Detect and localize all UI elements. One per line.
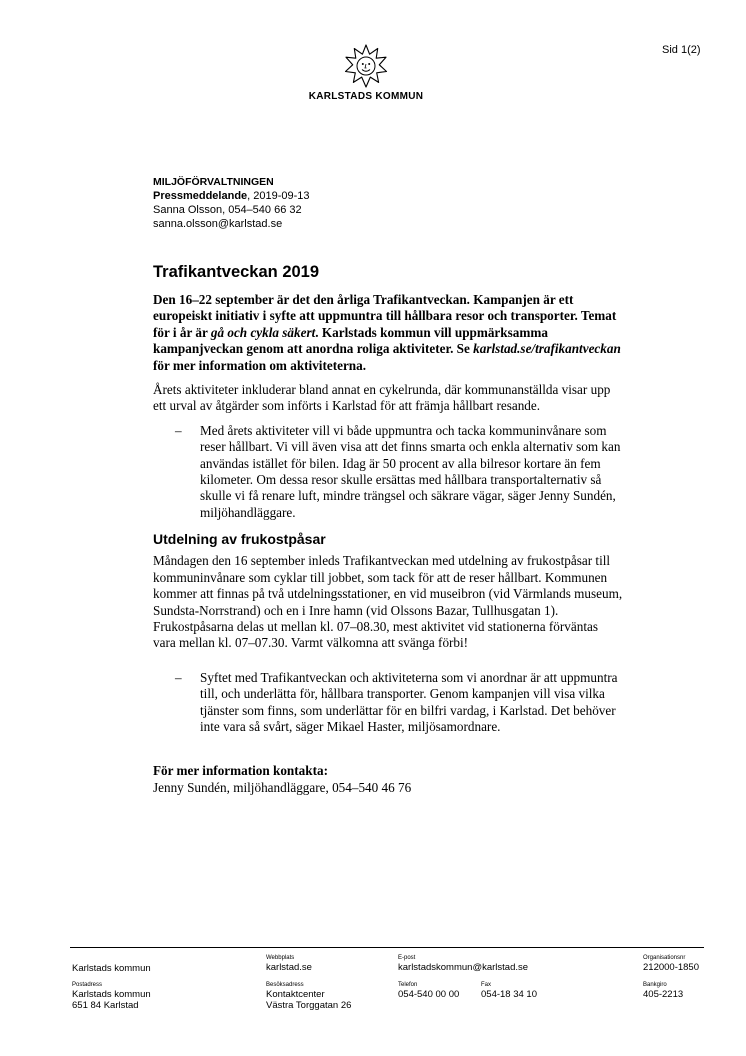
doc-type: Pressmeddelande [153,190,248,202]
footer-postal-line1: Karlstads kommun [72,989,151,1000]
contact-info: Jenny Sundén, miljöhandläggare, 054–540 46 76 [153,779,412,795]
footer-org-name: Karlstads kommun [72,963,151,974]
footer-phone-label: Telefon [398,982,418,988]
footer-bankgiro: 405-2213 [643,989,684,1000]
contact-heading: För mer information kontakta: [153,763,328,779]
quote-dash: – [175,422,182,438]
release-date: , 2019-09-13 [247,190,310,202]
page-number: Sid 1(2) [662,44,701,56]
quote-mikael: – Syftet med Trafikantveckan och aktiviteterna som vi anordnar är att uppmuntra till, och underlätta för, hållbara transporter. Genom kampanjen vill visa vilka tjänster som finns, som underlättar för en bilfri vardag, i Karlstad. Det behöver inte vara så svårt, säger Mikael Haster, miljösamordnare. [175,669,618,734]
quote-dash: – [175,669,182,685]
paragraph-breakfast: Måndagen den 16 september inleds Trafikantveckan med utdelning av frukostpåsar till kommuninvånare som cyklar till jobbet, som tack för att de reser hållbart. Kommunen kommer att finnas på två utdelningsstationer, en vid museibron (vid Värmlands museum, Sundsta-Norrstrand) och en i Inre hamn (vid Olssons Bazar, Tullhusgatan 1). Frukostpåsarna delas ut mellan kl. 07–08.30, mest aktivitet vid stationerna förväntas vara mellan kl. 07–07.30. Varmt välkomna att svänga förbi! [153,553,623,651]
contact-email: sanna.olsson@karlstad.se [153,218,283,230]
municipality-logo [300,44,432,102]
article [153,263,623,796]
article-title: Trafikantveckan 2019 [153,263,320,281]
footer-divider [70,947,704,948]
footer-org-number-label: Organisationsnr [643,955,686,961]
footer-visit-label: Besöksadress [266,982,304,988]
footer-website[interactable]: karlstad.se [266,962,312,973]
footer-fax-label: Fax [481,982,492,988]
footer-email-label: E-post [398,955,416,961]
theme-text: gå och cykla säkert [210,324,316,340]
sender-block [153,175,310,231]
contact-line: Sanna Olsson, 054–540 66 32 [153,204,302,216]
lead-paragraph: Den 16–22 september är det den årliga Trafikantveckan. Kampanjen är ett europeiskt initiativ i syfte att uppmuntra till hållbara resor och transporter. Temat för i år är gå och cykla säkert. Karlstads kommun vill uppmärksamma kampanjveckan genom att anordna roliga aktiviteter. Se karlstad.se/trafikantveckan för mer information om aktiviteterna. [153,292,621,373]
department-name: MILJÖFÖRVALTNINGEN [153,176,274,188]
footer-email[interactable]: karlstadskommun@karlstad.se [398,962,529,973]
campaign-link[interactable]: karlstad.se/trafikantveckan [473,341,621,357]
sun-icon [344,44,388,88]
footer-website-label: Webbplats [266,955,295,961]
footer-fax: 054-18 34 10 [481,989,537,1000]
footer-postal-label: Postadress [72,982,103,988]
footer-phone: 054-540 00 00 [398,989,460,1000]
footer-org-number: 212000-1850 [643,962,699,973]
footer-bankgiro-label: Bankgiro [643,982,667,988]
logo-org-name: KARLSTADS KOMMUN [308,91,424,102]
footer-visit-line2: Västra Torggatan 26 [266,1000,352,1011]
footer-postal-line2: 651 84 Karlstad [72,1000,139,1011]
press-release-line [153,189,310,203]
quote-jenny: – Med årets aktiviteter vill vi både uppmuntra och tacka kommuninvånare som reser hållbart. Vi vill även visa att det finns smarta och enkla alternativ som kan användas istället för bilen. Idag är 50 procent av alla bilresor kortare än fem kilometer. Om dessa resor skulle ersättas med hållbara transportalternativ så skulle vi få renare luft, mindre trängsel och säkrare vägar, säger Jenny Sundén, miljöhandläggare. [175,422,621,520]
section-heading: Utdelning av frukostpåsar [153,531,326,548]
footer-visit-line1: Kontaktcenter [266,989,325,1000]
paragraph-activities: Årets aktiviteter inkluderar bland annat en cykelrunda, där kommunanställda visar upp ett urval av åtgärder som införts i Karlstad för att främja hållbart resande. [153,382,611,414]
